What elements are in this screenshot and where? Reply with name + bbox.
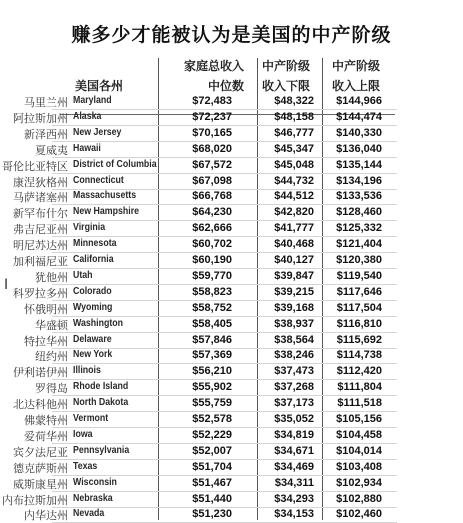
state-name-cn: 弗吉尼亚州 — [13, 223, 68, 237]
middle-class-lower-bound: $38,246 — [274, 349, 314, 362]
middle-class-upper-bound: $140,330 — [336, 126, 382, 139]
state-name-en: Virginia — [73, 222, 106, 234]
state-name-en: New York — [73, 349, 113, 361]
header-lower-line1: 中产阶级 — [262, 59, 311, 73]
median-income: $51,467 — [192, 476, 232, 489]
middle-class-upper-bound: $144,966 — [336, 95, 382, 107]
state-name-en: Minnesota — [73, 238, 117, 250]
median-income: $66,768 — [192, 190, 232, 203]
median-income: $67,098 — [192, 174, 232, 187]
median-income: $72,237 — [192, 110, 232, 123]
state-name-cn: 北达科他州 — [13, 398, 68, 412]
middle-class-lower-bound: $46,777 — [274, 126, 314, 139]
state-name-cn: 明尼苏达州 — [13, 239, 68, 253]
middle-class-upper-bound: $105,156 — [336, 413, 382, 425]
state-name-en: Colorado — [73, 285, 112, 297]
header-median-line2: 中位数 — [208, 79, 245, 93]
middle-class-lower-bound: $41,777 — [274, 222, 314, 235]
state-name-en: Alaska — [73, 110, 102, 122]
middle-class-lower-bound: $37,268 — [274, 381, 314, 394]
state-name-en: California — [73, 254, 114, 265]
middle-class-lower-bound: $34,819 — [274, 428, 314, 441]
median-income: $52,007 — [192, 444, 232, 457]
state-name-cn: 怀俄明州 — [24, 302, 68, 316]
middle-class-upper-bound: $103,408 — [336, 460, 382, 473]
median-income: $58,405 — [192, 317, 232, 330]
middle-class-upper-bound: $121,404 — [336, 238, 382, 251]
state-name-cn: 加利福尼亚 — [13, 255, 68, 268]
middle-class-lower-bound: $34,469 — [274, 460, 314, 473]
middle-class-lower-bound: $34,153 — [274, 508, 314, 521]
middle-class-lower-bound: $44,512 — [274, 190, 314, 203]
state-name-cn: 哥伦比亚特区 — [2, 159, 68, 173]
middle-class-upper-bound: $102,880 — [336, 492, 382, 505]
middle-class-lower-bound: $48,322 — [274, 95, 314, 107]
middle-class-upper-bound: $102,934 — [336, 476, 382, 489]
state-name-en: New Hampshire — [73, 206, 140, 218]
middle-class-lower-bound: $39,168 — [274, 301, 314, 314]
middle-class-lower-bound: $44,732 — [274, 174, 314, 187]
state-name-en: Washington — [73, 317, 124, 329]
median-income: $70,165 — [192, 126, 232, 139]
state-name-cn: 阿拉斯加州 — [13, 111, 68, 125]
state-name-cn: 特拉华州 — [24, 334, 68, 348]
state-name-cn: 宾夕法尼亚 — [13, 445, 68, 459]
middle-class-upper-bound: $104,458 — [336, 428, 382, 441]
state-name-en: Pennsylvania — [73, 444, 130, 456]
middle-class-upper-bound: $128,460 — [336, 206, 382, 219]
state-name-en: Hawaii — [73, 142, 101, 154]
median-income: $51,440 — [192, 492, 232, 505]
middle-class-upper-bound: $134,196 — [336, 174, 382, 187]
header-median-line1: 家庭总收入 — [184, 59, 245, 73]
middle-class-lower-bound: $45,048 — [274, 158, 314, 171]
middle-class-lower-bound: $34,671 — [274, 444, 314, 457]
median-income: $51,704 — [192, 460, 232, 473]
state-name-cn: 内华达州 — [24, 509, 68, 523]
middle-class-lower-bound: $39,847 — [274, 269, 314, 282]
state-name-cn: 科罗拉多州 — [13, 286, 68, 300]
middle-class-lower-bound: $38,564 — [274, 333, 314, 346]
median-income: $51,230 — [192, 508, 232, 521]
state-name-cn: 新泽西州 — [24, 127, 68, 141]
state-name-cn: 爱荷华州 — [24, 429, 68, 443]
state-name-cn: 新罕布什尔 — [13, 207, 68, 221]
state-name-cn: 内布拉斯加州 — [2, 493, 68, 507]
middle-class-lower-bound: $40,127 — [274, 254, 314, 266]
median-income: $52,578 — [192, 413, 232, 425]
middle-class-upper-bound: $111,518 — [337, 397, 382, 410]
median-income: $57,369 — [192, 349, 232, 362]
median-income: $58,752 — [192, 301, 232, 314]
median-income: $72,483 — [192, 95, 232, 107]
middle-class-lower-bound: $45,347 — [274, 142, 314, 155]
state-name-cn: 罗得岛 — [35, 382, 68, 396]
state-name-en: Illinois — [73, 365, 101, 377]
middle-class-lower-bound: $34,311 — [274, 476, 314, 489]
median-income: $55,759 — [192, 397, 232, 410]
state-name-en: Rhode Island — [73, 381, 129, 393]
middle-class-lower-bound: $38,937 — [274, 317, 314, 330]
middle-class-upper-bound: $102,460 — [336, 508, 382, 521]
middle-class-lower-bound: $37,473 — [274, 365, 314, 378]
middle-class-lower-bound: $34,293 — [274, 492, 314, 505]
middle-class-lower-bound: $40,468 — [274, 238, 314, 251]
state-name-en: Maryland — [73, 95, 112, 106]
state-name-en: Iowa — [73, 428, 93, 440]
state-name-en: District of Columbia — [73, 158, 157, 170]
header-upper-line2: 收入上限 — [332, 79, 381, 93]
median-income: $59,770 — [192, 269, 232, 282]
state-name-en: Connecticut — [73, 174, 124, 186]
middle-class-upper-bound: $116,810 — [336, 317, 382, 330]
median-income: $64,230 — [192, 206, 232, 219]
state-name-en: Nebraska — [73, 492, 113, 504]
middle-class-upper-bound: $104,014 — [336, 444, 382, 457]
page-title: 赚多少才能被认为是美国的中产阶级 — [71, 24, 392, 46]
middle-class-upper-bound: $117,646 — [336, 285, 382, 298]
middle-class-upper-bound: $114,738 — [336, 349, 382, 362]
median-income: $68,020 — [192, 142, 232, 155]
state-name-en: New Jersey — [73, 126, 122, 138]
middle-class-lower-bound: $48,158 — [274, 110, 314, 123]
state-name-cn: 威斯康星州 — [13, 477, 68, 491]
middle-class-upper-bound: $136,040 — [336, 142, 382, 155]
middle-class-upper-bound: $119,540 — [336, 269, 382, 282]
middle-class-upper-bound: $112,420 — [336, 365, 382, 378]
state-name-cn: 德克萨斯州 — [13, 461, 68, 475]
table-row — [0, 505, 463, 523]
middle-class-lower-bound: $37,173 — [274, 397, 314, 410]
state-name-en: Vermont — [73, 413, 109, 424]
median-income: $58,823 — [192, 285, 232, 298]
state-name-cn: 伊利诺伊州 — [13, 366, 68, 380]
state-name-cn: 佛蒙特州 — [24, 414, 68, 427]
header-upper-line1: 中产阶级 — [332, 59, 381, 73]
state-name-cn: 康涅狄格州 — [13, 175, 68, 189]
middle-class-lower-bound: $35,052 — [274, 413, 314, 425]
state-name-cn: 华盛顿 — [35, 318, 68, 332]
state-name-cn: 犹他州 — [35, 270, 68, 284]
state-name-en: Texas — [73, 460, 98, 472]
state-name-en: Delaware — [73, 333, 112, 345]
median-income: $56,210 — [192, 365, 232, 378]
median-income: $67,572 — [192, 158, 232, 171]
header-lower-line2: 收入下限 — [262, 79, 311, 93]
middle-class-upper-bound: $117,504 — [336, 301, 382, 314]
middle-class-upper-bound: $111,804 — [337, 381, 382, 394]
middle-class-upper-bound: $120,380 — [336, 254, 382, 266]
middle-class-lower-bound: $39,215 — [274, 285, 314, 298]
middle-class-upper-bound: $135,144 — [336, 158, 382, 171]
state-name-en: Massachusetts — [73, 190, 137, 202]
median-income: $57,846 — [192, 333, 232, 346]
middle-class-lower-bound: $42,820 — [274, 206, 314, 219]
state-name-en: Wyoming — [73, 301, 113, 313]
state-name-cn: 纽约州 — [35, 350, 68, 364]
text-cursor-icon: I — [4, 277, 9, 293]
median-income: $60,190 — [192, 254, 232, 266]
header-state: 美国各州 — [75, 79, 124, 93]
median-income: $55,902 — [192, 381, 232, 394]
state-name-en: Wisconsin — [73, 476, 117, 488]
state-name-cn: 马里兰州 — [24, 96, 68, 109]
state-name-en: North Dakota — [73, 397, 129, 409]
middle-class-upper-bound: $115,692 — [336, 333, 382, 346]
median-income: $62,666 — [192, 222, 232, 235]
middle-class-upper-bound: $125,332 — [336, 222, 382, 235]
median-income: $52,229 — [192, 428, 232, 441]
state-name-en: Nevada — [73, 508, 105, 520]
state-name-en: Utah — [73, 269, 93, 281]
middle-class-upper-bound: $133,536 — [336, 190, 382, 203]
middle-class-upper-bound: $144,474 — [336, 110, 382, 123]
state-name-cn: 夏威夷 — [35, 143, 68, 157]
median-income: $60,702 — [192, 238, 232, 251]
state-name-cn: 马萨诸塞州 — [13, 191, 68, 205]
